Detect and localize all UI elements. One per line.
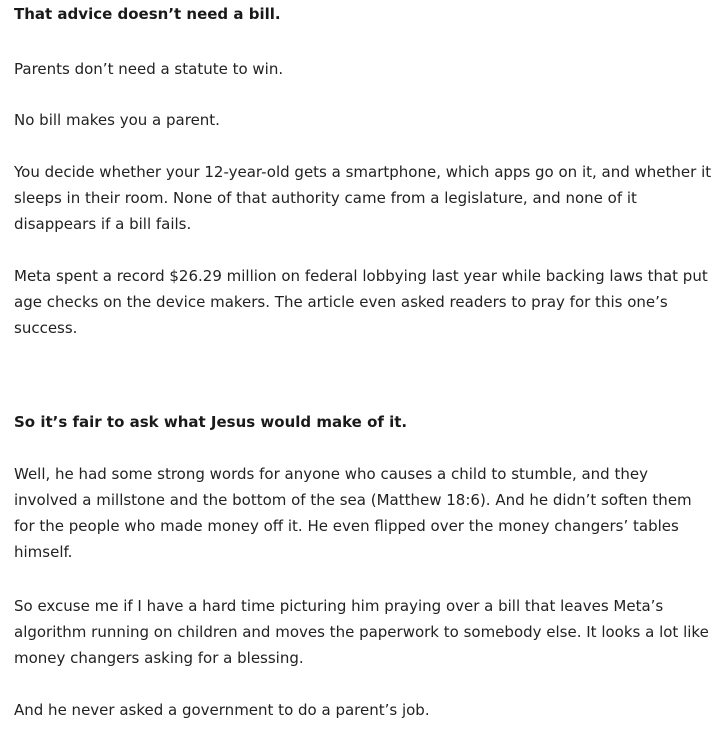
paragraph-money-changers: So excuse me if I have a hard time picturing him praying over a bill that leaves Meta’s algorithm running on children and moves the paperwork to somebody else. It looks a lot like money changers asking for a blessing.: [14, 597, 709, 667]
section-heading-jesus: So it’s fair to ask what Jesus would make of it.: [14, 413, 408, 431]
paragraph-statute: Parents don’t need a statute to win.: [14, 60, 284, 78]
paragraph-parents-job: And he never asked a government to do a parent’s job.: [14, 701, 430, 719]
paragraph-meta-lobbying: Meta spent a record $26.29 million on federal lobbying last year while backing laws that put age checks on the device makers. The article even asked readers to pray for this one’s success.: [14, 267, 708, 337]
paragraph-millstone: Well, he had some strong words for anyone who causes a child to stumble, and they involved a millstone and the bottom of the sea (Matthew 18:6). And he didn’t soften them for the people who made money off it. He even flipped over the money changers’ tables himself.: [14, 465, 692, 561]
paragraph-no-bill: No bill makes you a parent.: [14, 111, 220, 129]
section-heading-advice: That advice doesn’t need a bill.: [14, 5, 281, 23]
paragraph-you-decide: You decide whether your 12-year-old gets a smartphone, which apps go on it, and whether it sleeps in their room. None of that authority came from a legislature, and none of it disappears if a bill fails.: [14, 163, 712, 233]
